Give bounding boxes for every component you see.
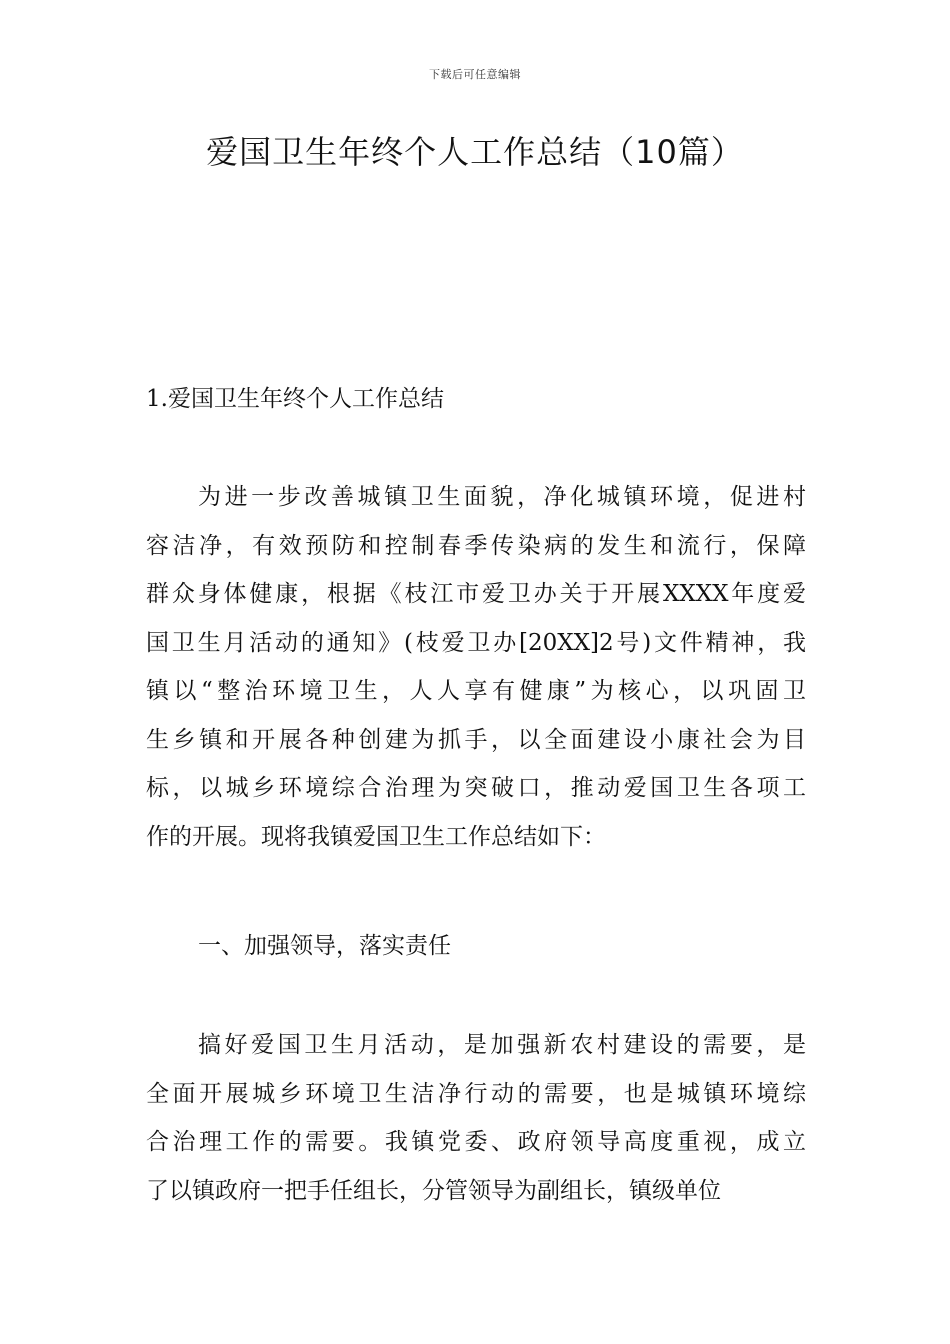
paragraph-line: 搞好爱国卫生月活动，是加强新农村建设的需要，是 <box>198 1032 806 1058</box>
paragraph-intro <box>146 473 806 861</box>
document-title: 爱国卫生年终个人工作总结（10篇） <box>206 133 744 171</box>
paragraph-line: 生乡镇和开展各种创建为抓手，以全面建设小康社会为目 <box>146 726 806 753</box>
paragraph-line: 镇以“整治环境卫生，人人享有健康”为核心，以巩固卫 <box>146 678 806 704</box>
paragraph-line: 了以镇政府一把手任组长，分管领导为副组长，镇级单位 <box>146 1177 721 1204</box>
paragraph-line: 标，以城乡环境综合治理为突破口，推动爱国卫生各项工 <box>146 775 806 801</box>
paragraph-line: 作的开展。现将我镇爱国卫生工作总结如下： <box>146 823 606 850</box>
paragraph-line: 为进一步改善城镇卫生面貌，净化城镇环境，促进村 <box>198 484 806 510</box>
subheading-leadership: 一、加强领导，落实责任 <box>198 933 451 959</box>
paragraph-line: 全面开展城乡环境卫生洁净行动的需要，也是城镇环境综 <box>146 1080 806 1107</box>
section-heading-1: 1.爱国卫生年终个人工作总结 <box>146 386 444 412</box>
paragraph-line: 国卫生月活动的通知》(枝爱卫办[20XX]2号)文件精神，我 <box>146 629 806 656</box>
paragraph-leadership <box>146 1021 806 1215</box>
paragraph-line: 群众身体健康，根据《枝江市爱卫办关于开展XXXX年度爱 <box>146 581 806 607</box>
header-note: 下载后可任意编辑 <box>429 68 521 81</box>
paragraph-line: 容洁净，有效预防和控制春季传染病的发生和流行，保障 <box>146 532 806 559</box>
paragraph-line: 合治理工作的需要。我镇党委、政府领导高度重视，成立 <box>146 1129 806 1155</box>
